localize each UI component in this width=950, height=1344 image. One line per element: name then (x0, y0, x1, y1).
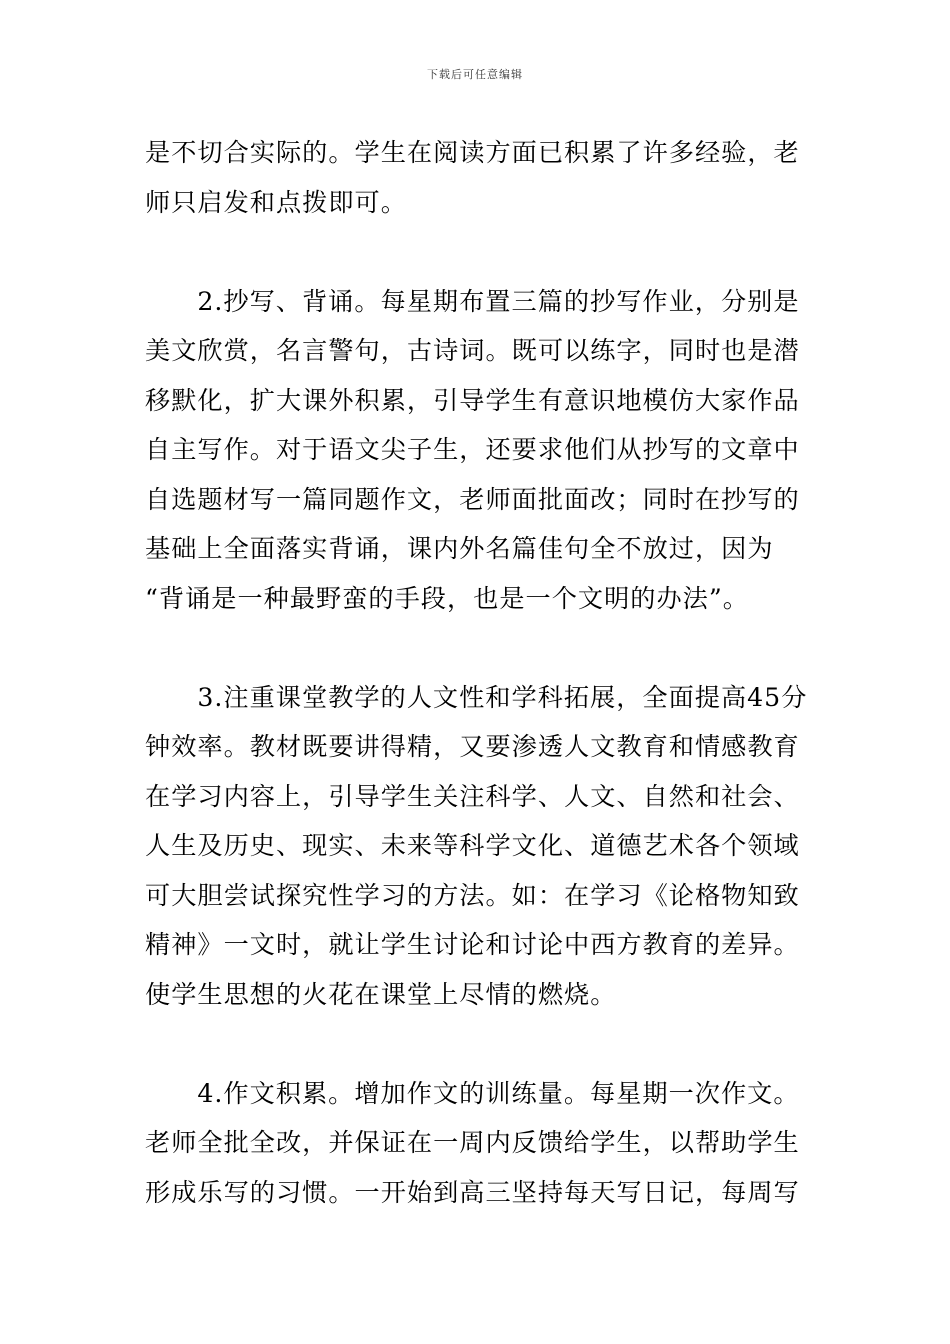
text-line: 自主写作。对于语文尖子生，还要求他们从抄写的文章中 (145, 435, 800, 464)
paragraph-4 (145, 1069, 807, 1218)
text-line: 在学习内容上，引导学生关注科学、人文、自然和社会、 (145, 781, 800, 811)
text-line: 3.注重课堂教学的人文性和学科拓展，全面提高45分 (145, 682, 808, 712)
text-line: 使学生思想的火花在课堂上尽情的燃烧。 (145, 979, 617, 1009)
text-line: 4.作文积累。增加作文的训练量。每星期一次作文。 (145, 1078, 800, 1108)
text-line: 钟效率。教材既要讲得精，又要渗透人文教育和情感教育 (145, 732, 800, 761)
paragraph-2 (145, 277, 807, 624)
text-line: 老师全批全改，并保证在一周内反馈给学生，以帮助学生 (145, 1128, 800, 1157)
text-line: 师只启发和点拨即可。 (145, 187, 407, 217)
text-line: 可大胆尝试探究性学习的方法。如：在学习《论格物知致 (145, 880, 800, 910)
paragraph-spacer (145, 1019, 807, 1069)
document-body (145, 128, 807, 1217)
text-line: 2.抄写、背诵。每星期布置三篇的抄写作业，分别是 (145, 286, 800, 316)
text-line: 是不切合实际的。学生在阅读方面已积累了许多经验，老 (145, 138, 800, 167)
text-line: 移默化，扩大课外积累，引导学生有意识地模仿大家作品 (145, 385, 800, 415)
text-line: “背诵是一种最野蛮的手段，也是一个文明的办法”。 (145, 583, 749, 613)
page-header: 下载后可任意编辑 (427, 68, 523, 81)
paragraph-spacer (145, 623, 807, 673)
text-line: 人生及历史、现实、未来等科学文化、道德艺术各个领域 (145, 831, 800, 860)
text-line: 形成乐写的习惯。一开始到高三坚持每天写日记，每周写 (145, 1177, 800, 1207)
paragraph-1 (145, 128, 807, 227)
text-line: 精神》一文时，就让学生讨论和讨论中西方教育的差异。 (145, 930, 800, 959)
paragraph-spacer (145, 227, 807, 277)
paragraph-3 (145, 673, 807, 1020)
text-line: 美文欣赏，名言警句，古诗词。既可以练字，同时也是潜 (145, 336, 800, 365)
text-line: 自选题材写一篇同题作文，老师面批面改；同时在抄写的 (145, 484, 800, 514)
text-line: 基础上全面落实背诵，课内外名篇佳句全不放过，因为 (145, 534, 774, 563)
